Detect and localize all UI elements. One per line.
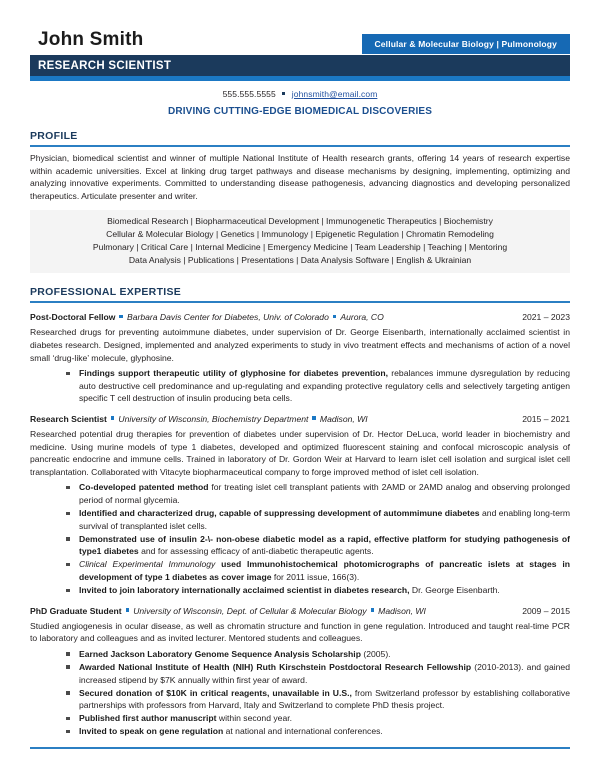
bullet-bold-text: used Immunohistochemical photomicrographs of pancreatic islets at stages in development of type 1 diabetes as cover image (79, 559, 570, 582)
job-entry (30, 413, 570, 597)
job-organization: University of Wisconsin, Biochemistry Department (118, 413, 309, 424)
job-header (30, 413, 570, 425)
bullet-text: for treating islet cell transplant patients with 2AMD or 2AMD analog and observing prolonged period of normal glycemia. (79, 482, 570, 505)
separator-square-icon (333, 315, 337, 319)
job-dates: 2015 – 2021 (522, 413, 570, 424)
bullet-text: from Switzerland professor by establishing collaborative partnerships with professors from Harvard, Italy and Switzerland to complete PhD thesis project. (79, 687, 570, 711)
bullet-bold-text: Secured donation of $10K in critical reagents, unavailable in U.S., (79, 687, 352, 698)
list-item (66, 507, 570, 532)
bullet-bold-text: Published first author manuscript (79, 713, 217, 724)
list-item (66, 558, 570, 583)
job-description: Studied angiogenesis in ocular disease, as well as chromatin structure and function in gene regulation. Introduced and taught real-time PCR to laboratory and colleagues and as invited lecturer. Mentored students and colleagues. (30, 620, 570, 644)
bullet-bold-text: Demonstrated use of insulin 2-\- non-obese diabetic model as a rapid, effective platform for studying pathogenesis of type1 diabetes (79, 533, 570, 557)
page-title: John Smith (38, 29, 144, 50)
section-title: PROFILE (30, 130, 78, 142)
list-item (66, 584, 570, 597)
job-title-bar (30, 55, 570, 76)
list-item (66, 712, 570, 725)
job-role: PhD Graduate Student (30, 605, 122, 616)
bullet-bold-text: Co-developed patented method (79, 482, 209, 493)
job-description: Researched drugs for preventing autoimmune diabetes, under supervision of Dr. George Eisenbarth, internationally acclaimed scientist in diabetes research. Designed, implemented and analyzed experiments to study in vivo treatment effects and mechanisms of action of a novel small ‘drug-like’ molecule, glyphosine. (30, 327, 570, 363)
bullet-text: within second year. (216, 713, 293, 724)
bullet-text: rebalances immune dysregulation by reducing auto destructive cell predominance and up-regulating and expanding protective regulatory cells and selectively targeting antigen specific T cell destruction of insulin producing beta cells. (79, 368, 570, 404)
phone-number: 555.555.5555 (222, 89, 276, 99)
profile-paragraph: Physician, biomedical scientist and winner of multiple National Institute of Health research grants, offering 14 years of research expertise within academic universities. Excel at linking drug target pathways and disease mechanisms by designing, implementing, optimizing and analyzing innovative experiments. Committed to understanding disease pathogenesis, advancing diagnostics and developing personalized therapeutics. Articulate presenter and writer. (30, 153, 570, 201)
keywords-block (30, 210, 570, 273)
list-item (66, 725, 570, 738)
name-row (30, 28, 570, 55)
job-header (30, 605, 570, 617)
list-item (66, 661, 570, 686)
job-location: Aurora, CO (340, 312, 384, 323)
separator-square-icon (126, 608, 130, 612)
bullet-text: (2010-2013). and gained increased stipend by $7K annually within first year of award. (79, 661, 570, 685)
section-header-expertise (30, 282, 570, 303)
separator-square-icon (312, 416, 316, 420)
separator-square-icon (282, 92, 285, 95)
job-location: Madison, WI (319, 413, 368, 424)
keyword-line: Cellular & Molecular Biology | Genetics | Immunology | Epigenetic Regulation | Chromatin Remodeling (106, 229, 494, 240)
job-organization: Barbara Davis Center for Diabetes, Univ. of Colorado (126, 312, 329, 323)
email-link[interactable]: johnsmith@email.com (291, 89, 378, 99)
job-header (30, 311, 570, 323)
bullet-italic-text: Clinical Experimental Immunology (79, 559, 216, 570)
bullet-text: (2005). (360, 648, 391, 659)
job-bullet-list (30, 367, 570, 405)
bullet-text: at national and international conferences. (223, 726, 383, 737)
separator-square-icon (371, 608, 375, 612)
job-bullet-list (30, 648, 570, 738)
bullet-bold-text: Invited to speak on gene regulation (79, 726, 224, 737)
bullet-text: for 2011 issue, 166(3). (271, 571, 360, 582)
job-bullet-list (30, 481, 570, 596)
bullet-bold-text: Findings support therapeutic utility of glyphosine for diabetes prevention, (79, 368, 389, 379)
list-item (66, 533, 570, 558)
keyword-line: Data Analysis | Publications | Presentations | Data Analysis Software | English & Ukrainian (128, 255, 472, 266)
list-item (66, 687, 570, 712)
job-role: Post-Doctoral Fellow (30, 312, 116, 323)
jobs-list (30, 311, 570, 738)
job-description: Researched potential drug therapies for prevention of diabetes under supervision of Dr. Hector DeLuca, world leader in biochemistry and medicine. Using murine models of type 1 diabetes, developed and optimized fluorescent staining and confocal microscopic analysis of pancreatic endocrine and immune cells. Trained in laboratory of Dr. Gordon Weir at Harvard to learn islet cell isolation and surgical islet cell transplantation. Collaborated with Vitacyte biopharmaceutical company to forge improved method of islet cell isolation. (30, 428, 570, 477)
job-location: Madison, WI (378, 605, 426, 616)
specialty-badge: Cellular & Molecular Biology | Pulmonology (362, 34, 570, 54)
job-entry (30, 311, 570, 405)
separator-square-icon (119, 315, 123, 319)
separator-square-icon (111, 416, 115, 420)
bullet-bold-text: Earned Jackson Laboratory Genome Sequence Analysis Scholarship (79, 648, 361, 659)
section-header-profile (30, 126, 570, 147)
bullet-text: Dr. George Eisenbarth. (409, 585, 500, 596)
bullet-text: and for assessing efficacy of anti-diabetic therapeutic agents. (138, 546, 374, 557)
job-title-label: RESEARCH SCIENTIST (38, 59, 172, 72)
job-dates: 2021 – 2023 (522, 312, 570, 323)
tagline: DRIVING CUTTING-EDGE BIOMEDICAL DISCOVERIES (167, 106, 433, 117)
contact-line (30, 89, 570, 99)
bullet-text: and enabling long-term survival of transplanted islet cells. (79, 508, 570, 531)
keyword-line: Biomedical Research | Biopharmaceutical Development | Immunogenetic Therapeutics | Biochemistry (107, 216, 493, 227)
list-item (66, 367, 570, 405)
job-entry (30, 605, 570, 738)
resume-header (30, 0, 570, 81)
contact-zone (30, 89, 570, 749)
section-title: PROFESSIONAL EXPERTISE (30, 286, 182, 299)
bullet-bold-text: Invited to join laboratory internationally acclaimed scientist in diabetes research, (79, 585, 410, 596)
bullet-bold-text: Awarded National Institute of Health (NIH) Ruth Kirschstein Postdoctoral Research Fellowship (79, 661, 472, 672)
list-item (66, 481, 570, 506)
job-dates: 2009 – 2015 (522, 605, 570, 616)
bullet-bold-text: Identified and characterized drug, capable of suppressing development of autommimune diabetes (79, 508, 480, 518)
accent-bar (30, 76, 570, 81)
keyword-line: Pulmonary | Critical Care | Internal Medicine | Emergency Medicine | Team Leadership | Teaching | Mentoring (92, 242, 508, 253)
footer-rule (30, 747, 570, 749)
job-role: Research Scientist (30, 413, 107, 424)
list-item (66, 648, 570, 661)
job-organization: University of Wisconsin, Dept. of Cellular & Molecular Biology (133, 605, 367, 616)
